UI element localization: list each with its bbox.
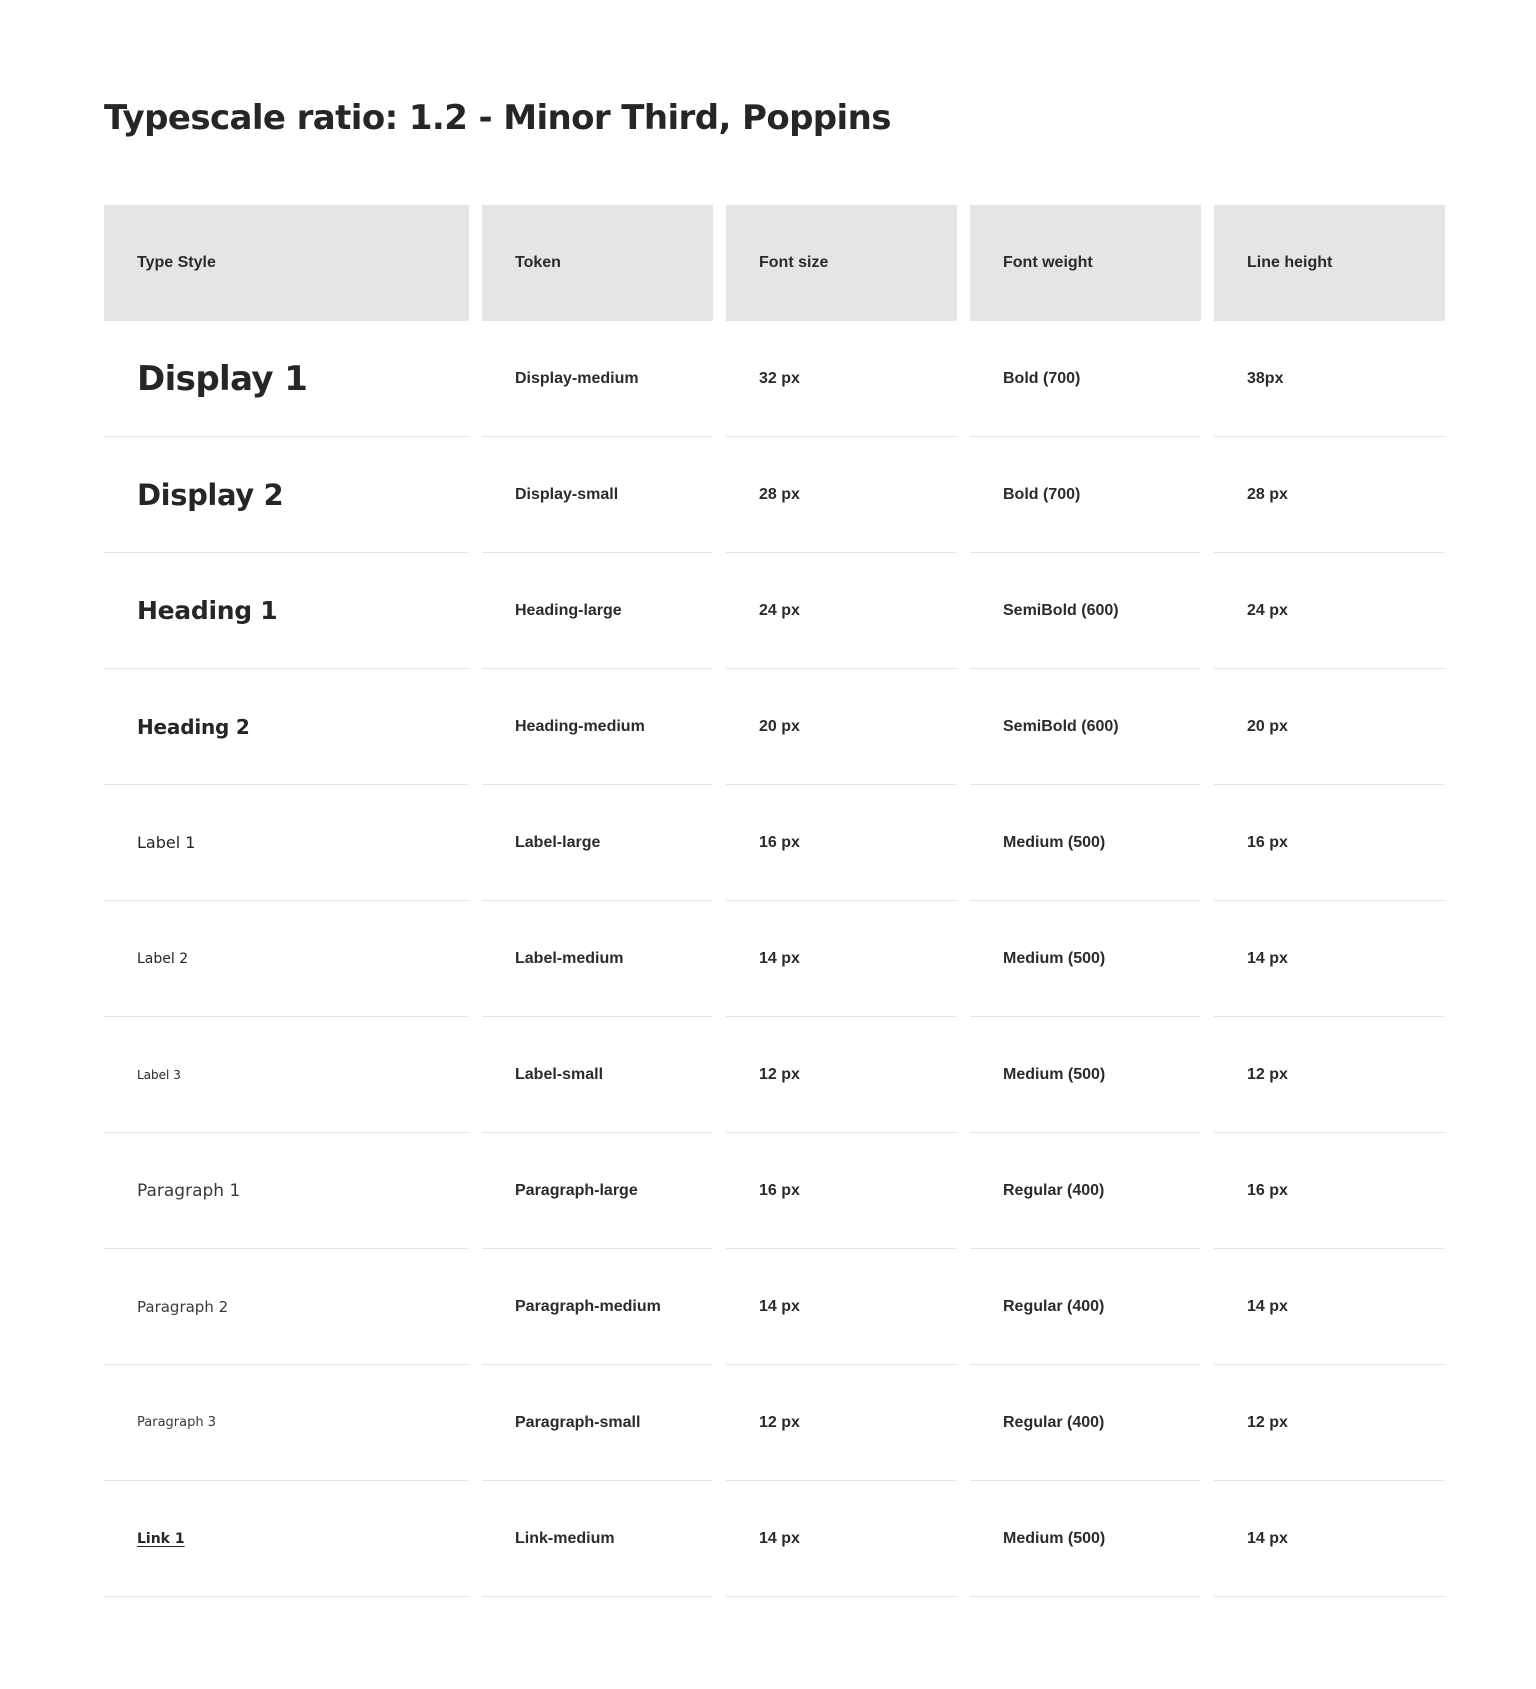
font-weight-cell: Regular (400) (970, 1365, 1201, 1481)
line-height-cell: 12 px (1214, 1365, 1445, 1481)
header-line-height: Line height (1214, 205, 1445, 321)
type-style-cell (104, 1481, 469, 1597)
line-height-cell: 16 px (1214, 1133, 1445, 1249)
table-row (104, 669, 1444, 785)
type-style-cell (104, 669, 469, 785)
table-row (104, 1365, 1444, 1481)
line-height-cell: 28 px (1214, 437, 1445, 553)
table-row (104, 553, 1444, 669)
font-size-cell: 20 px (726, 669, 957, 785)
font-weight-cell: Medium (500) (970, 785, 1201, 901)
type-style-cell (104, 1249, 469, 1365)
type-style-cell (104, 785, 469, 901)
type-style-sample: Display 1 (137, 358, 308, 399)
token-cell: Link-medium (482, 1481, 713, 1597)
token-cell: Heading-large (482, 553, 713, 669)
line-height-cell: 16 px (1214, 785, 1445, 901)
type-style-cell (104, 321, 469, 437)
line-height-cell: 14 px (1214, 1481, 1445, 1597)
type-style-sample: Label 3 (137, 1067, 181, 1082)
type-style-sample: Heading 2 (137, 714, 250, 739)
font-weight-cell: SemiBold (600) (970, 669, 1201, 785)
type-style-cell (104, 1017, 469, 1133)
line-height-cell: 20 px (1214, 669, 1445, 785)
type-style-cell (104, 437, 469, 553)
type-style-sample: Label 2 (137, 950, 189, 967)
table-row (104, 1017, 1444, 1133)
token-cell: Display-medium (482, 321, 713, 437)
token-cell: Paragraph-small (482, 1365, 713, 1481)
font-weight-cell: Medium (500) (970, 901, 1201, 1017)
type-style-sample: Paragraph 1 (137, 1180, 241, 1201)
type-style-cell (104, 1365, 469, 1481)
token-cell: Label-large (482, 785, 713, 901)
font-size-cell: 32 px (726, 321, 957, 437)
font-size-cell: 14 px (726, 901, 957, 1017)
line-height-cell: 38px (1214, 321, 1445, 437)
page-title: Typescale ratio: 1.2 - Minor Third, Poppins (104, 98, 891, 138)
font-size-cell: 12 px (726, 1017, 957, 1133)
font-weight-cell: Regular (400) (970, 1133, 1201, 1249)
font-size-cell: 12 px (726, 1365, 957, 1481)
type-style-sample: Heading 1 (137, 596, 278, 625)
table-row (104, 321, 1444, 437)
typescale-table (104, 205, 1444, 1597)
type-style-cell (104, 901, 469, 1017)
font-weight-cell: Medium (500) (970, 1017, 1201, 1133)
font-size-cell: 16 px (726, 1133, 957, 1249)
line-height-cell: 14 px (1214, 901, 1445, 1017)
line-height-cell: 12 px (1214, 1017, 1445, 1133)
table-row (104, 1481, 1444, 1597)
font-weight-cell: Regular (400) (970, 1249, 1201, 1365)
font-weight-cell: Bold (700) (970, 437, 1201, 553)
token-cell: Display-small (482, 437, 713, 553)
table-row (104, 901, 1444, 1017)
font-weight-cell: SemiBold (600) (970, 553, 1201, 669)
font-size-cell: 24 px (726, 553, 957, 669)
table-row (104, 785, 1444, 901)
type-style-sample: Paragraph 2 (137, 1297, 229, 1316)
table-row (104, 1249, 1444, 1365)
table-row (104, 1133, 1444, 1249)
font-size-cell: 14 px (726, 1481, 957, 1597)
header-type-style: Type Style (104, 205, 469, 321)
type-style-cell (104, 553, 469, 669)
line-height-cell: 24 px (1214, 553, 1445, 669)
font-weight-cell: Medium (500) (970, 1481, 1201, 1597)
font-size-cell: 14 px (726, 1249, 957, 1365)
token-cell: Heading-medium (482, 669, 713, 785)
table-header-row (104, 205, 1444, 321)
type-style-sample: Display 2 (137, 477, 284, 512)
font-size-cell: 28 px (726, 437, 957, 553)
font-size-cell: 16 px (726, 785, 957, 901)
line-height-cell: 14 px (1214, 1249, 1445, 1365)
token-cell: Paragraph-large (482, 1133, 713, 1249)
token-cell: Paragraph-medium (482, 1249, 713, 1365)
token-cell: Label-small (482, 1017, 713, 1133)
type-style-sample: Label 1 (137, 833, 196, 852)
header-token: Token (482, 205, 713, 321)
table-row (104, 437, 1444, 553)
font-weight-cell: Bold (700) (970, 321, 1201, 437)
type-style-sample: Paragraph 3 (137, 1415, 216, 1430)
header-font-size: Font size (726, 205, 957, 321)
header-font-weight: Font weight (970, 205, 1201, 321)
token-cell: Label-medium (482, 901, 713, 1017)
link-sample[interactable]: Link 1 (137, 1530, 185, 1547)
type-style-cell (104, 1133, 469, 1249)
